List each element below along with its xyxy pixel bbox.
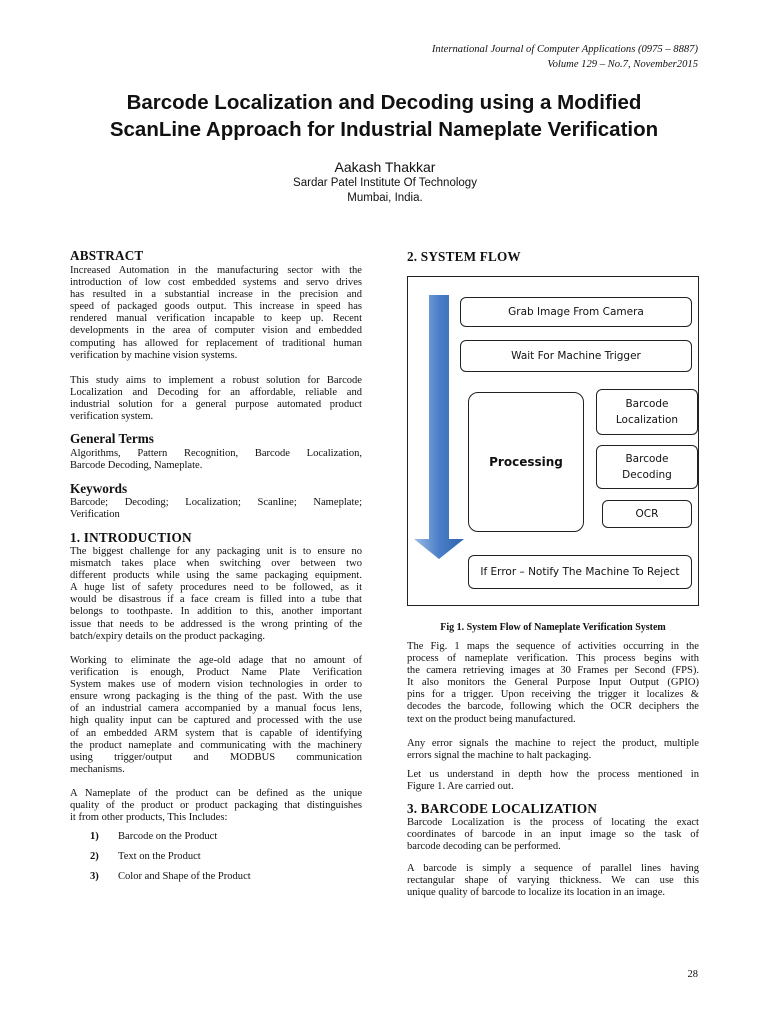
list-item (90, 871, 350, 884)
text-line: The biggest challenge for any packaging unit is to ensure no (70, 546, 362, 557)
text-line: coordinates of barcode in an input image so the task of (407, 829, 699, 841)
journal-volume: Volume 129 – No.7, November2015 (547, 59, 698, 70)
system-flow-diagram (407, 276, 699, 606)
error-notify-step: If Error – Notify The Machine To Reject (468, 555, 692, 589)
text-line: of an industrial camera accompanied by a manual focus lens, (70, 703, 362, 715)
grab-image-step: Grab Image From Camera (460, 297, 692, 327)
text-line: Figure 1. Are carried out. (407, 781, 514, 793)
text-line: Increased Automation in the manufacturing sector with the (70, 265, 362, 276)
author-affiliation: Sardar Patel Institute Of Technology (293, 177, 477, 189)
keywords-heading: Keywords (70, 481, 128, 496)
text-line: barcode decoding can be performed. (407, 841, 561, 853)
introduction-heading: 1. INTRODUCTION (70, 530, 192, 545)
author-location: Mumbai, India. (347, 192, 423, 204)
text-line: Let us understand in depth how the process mentioned in (407, 769, 699, 780)
text-line: speed of packaged goods output. This increase in speed has (70, 301, 362, 313)
text-line: rectangular shape of varying thickness. We can use this (407, 875, 699, 887)
text-line: text on the product being manufactured. (407, 713, 576, 725)
text-line: It also monitors the General Purpose Input Output (GPIO) (407, 677, 699, 689)
text-line: verification system. (70, 411, 154, 423)
text-line: decodes the barcode, following which the OCR deciphers the (407, 701, 699, 713)
text-line: verification by machine vision systems. (70, 349, 238, 361)
abstract-paragraph-2 (70, 375, 362, 423)
text-line: using trigger/output and MODBUS communication (70, 751, 362, 763)
text-line: the camera retrieving images at 30 Frames per Second (FPS). (407, 665, 699, 677)
system-flow-paragraph-2 (407, 738, 699, 762)
wait-trigger-step: Wait For Machine Trigger (460, 340, 692, 372)
ocr-step: OCR (602, 500, 692, 528)
text-line: verification is enough, Product Name Plate Verification (70, 667, 362, 679)
text-line: process of nameplate verification. This process begins with (407, 653, 699, 665)
paper-title-line-2: ScanLine Approach for Industrial Nameplate Verification (109, 118, 659, 141)
text-line: pins for a trigger. Upon receiving the trigger it localizes & (407, 689, 699, 701)
text-line: industrial solution for a general purpose automated product (70, 399, 362, 411)
introduction-paragraph-3 (70, 788, 362, 824)
barcode-localization-paragraph-1 (407, 817, 699, 853)
text-line: quality of the product or product packaging that distinguishes (70, 800, 362, 812)
text-line: the product nameplate and communicating with the machinery (70, 739, 362, 751)
text-line: computing has allowed for replacement of traditional human (70, 337, 362, 349)
general-terms-text (70, 448, 362, 472)
author-name: Aakash Thakkar (334, 159, 436, 175)
text-line: Verification (70, 509, 120, 521)
text-line: A Nameplate of the product can be defined as the unique (70, 788, 362, 799)
text-line: errors signal the machine to halt packaging. (407, 750, 592, 762)
text-line: mechanisms. (70, 763, 125, 775)
paper-title-line-1: Barcode Localization and Decoding using a Modified (126, 91, 642, 114)
text-line: A barcode is simply a sequence of parallel lines having (407, 863, 699, 874)
list-number: 3) (90, 871, 99, 882)
text-line: Localization and Decoding for an affordable, reliable and (70, 387, 362, 399)
text-line: batch/expiry details on the product packaging. (70, 630, 266, 642)
system-flow-paragraph-3 (407, 769, 699, 793)
abstract-paragraph-1 (70, 265, 362, 362)
text-line: unique quality of barcode to localize its location in an image. (407, 887, 666, 899)
down-arrow-icon (408, 277, 468, 607)
text-line: System makes use of modern vision technologies in order to (70, 679, 362, 691)
text-line: The Fig. 1 maps the sequence of activities occurring in the (407, 641, 699, 652)
introduction-paragraph-1 (70, 546, 362, 643)
page-number: 28 (687, 969, 698, 980)
figure-caption: Fig 1. System Flow of Nameplate Verification System (440, 622, 666, 633)
introduction-paragraph-2 (70, 655, 362, 776)
barcode-localization-paragraph-2 (407, 863, 699, 899)
abstract-heading: ABSTRACT (70, 248, 144, 263)
text-line: has resulted in a substantial increase in the precision and (70, 289, 362, 301)
system-flow-paragraph-1 (407, 641, 699, 726)
text-line: belongs to toothpaste. In addition to this, another important (70, 606, 362, 618)
text-line: Barcode Localization is the process of locating the exact (407, 817, 699, 828)
barcode-decoding-step: Barcode Decoding (596, 445, 698, 489)
system-flow-heading: 2. SYSTEM FLOW (407, 249, 521, 264)
text-line: rendered manual verification incapable to keep up. Recent (70, 313, 362, 325)
text-line: it from other products, This Includes: (70, 812, 228, 824)
list-text: Color and Shape of the Product (118, 871, 251, 882)
text-line: Working to eliminate the age-old adage that no amount of (70, 655, 362, 666)
processing-step: Processing (468, 392, 584, 532)
text-line: high quality input can be captured and processed with the use (70, 715, 362, 727)
barcode-localization-heading: 3. BARCODE LOCALIZATION (407, 801, 598, 816)
journal-citation: International Journal of Computer Applications (0975 – 8887) (431, 44, 698, 55)
text-line: Barcode Decoding, Nameplate. (70, 460, 203, 472)
text-line: This study aims to implement a robust solution for Barcode (70, 375, 362, 386)
text-line: Barcode; Decoding; Localization; Scanline; Nameplate; (70, 497, 362, 508)
text-line: ensure wrong packaging is the thing of the past. With the use (70, 691, 362, 703)
text-line: would be disastrous if a face cream is filled into a tube that (70, 594, 362, 606)
list-item (90, 831, 350, 844)
text-line: introduction of low cost embedded systems and servo drives (70, 277, 362, 289)
list-item (90, 851, 350, 864)
list-number: 1) (90, 831, 99, 842)
list-text: Text on the Product (118, 851, 201, 862)
text-line: issue that needs to be addressed is the wrong printing of the (70, 618, 362, 630)
keywords-text (70, 497, 362, 521)
text-line: Any error signals the machine to reject the product, multiple (407, 738, 699, 749)
text-line: different products while using the same packaging equipment. (70, 570, 362, 582)
list-number: 2) (90, 851, 99, 862)
text-line: Algorithms, Pattern Recognition, Barcode Localization, (70, 448, 362, 459)
text-line: of an embedded ARM system that is capable of identifying (70, 727, 362, 739)
text-line: A huge list of safety procedures need to be followed, as it (70, 582, 362, 594)
barcode-localization-step: Barcode Localization (596, 389, 698, 435)
text-line: mismatch takes place when switching over between two (70, 558, 362, 570)
list-text: Barcode on the Product (118, 831, 218, 842)
general-terms-heading: General Terms (70, 431, 154, 446)
text-line: developments in the area of computer vision and embedded (70, 325, 362, 337)
